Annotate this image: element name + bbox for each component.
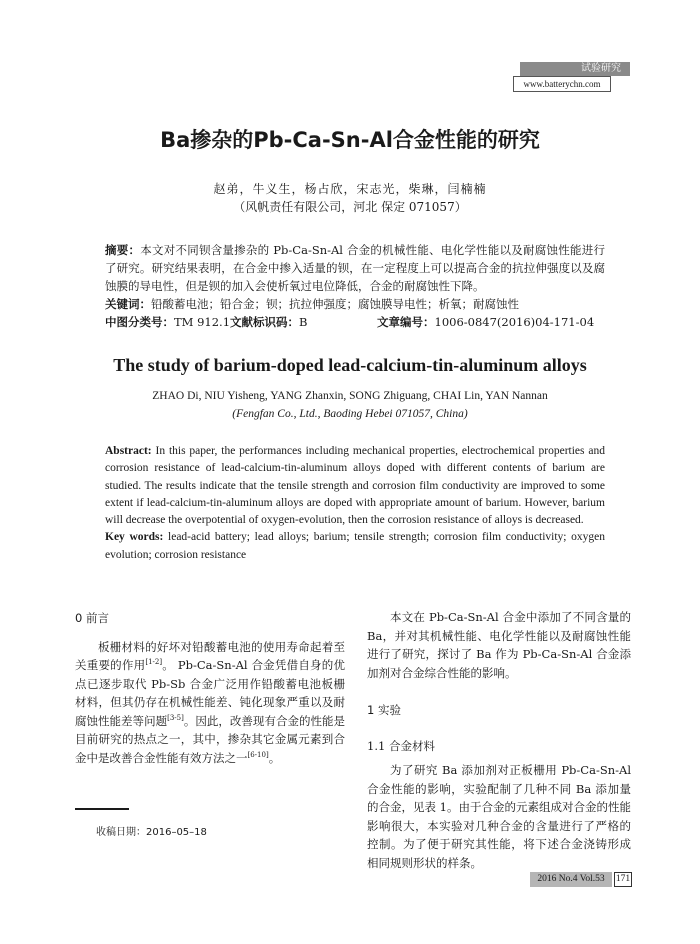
clc-label: 中图分类号： <box>105 315 174 329</box>
received-date: 收稿日期：2016–05–18 <box>96 827 207 838</box>
citation-ref: [6-10] <box>247 750 269 759</box>
citation-ref: [3-5] <box>167 713 184 722</box>
intro-text-c: 。因此，改善现有合金的性能是目前研究的热点之一，其中，掺杂其它金属元素到合金中是改善合金性能有效方法之一 <box>75 713 346 765</box>
affiliation-en: (Fengfan Co., Ltd., Baoding Hebei 071057, China) <box>232 408 468 420</box>
abstract-en-text: In this paper, the performances including mechanical properties, electrochemical properties and corrosion resistance of lead-calcium-tin-aluminum alloys doped with different contents of barium are studied. The results indicate that the tensile strength and corrosion film conductivity are improved to some extent if lead-calcium-tin-aluminum alloys are doped with appropriate amount of barium. However, barium will decrease the overpotential of oxygen-evolution, then the corrosion resistance of alloys is decreased. <box>105 445 605 527</box>
journal-url[interactable]: www.batterychn.com <box>513 76 611 92</box>
abstract-cn <box>105 241 605 331</box>
page-number: 171 <box>614 872 632 887</box>
right-column <box>367 608 631 872</box>
issue-label: 2016 No.4 Vol.53 <box>537 874 605 884</box>
affiliation-cn: （风帆责任有限公司，河北 保定 071057） <box>233 200 467 214</box>
section-heading-intro: 0 前言 <box>75 611 109 625</box>
abstract-cn-text: 本文对不同钡含量掺杂的 Pb-Ca-Sn-Al 合金的机械性能、电化学性能以及耐腐蚀性能进行了研究。研究结果表明，在合金中掺入适量的钡，在一定程度上可以提高合金的抗拉伸强度以及腐蚀膜的导电性，但是钡的加入会使析氧过电位降低，合金的耐腐蚀性下降。 <box>105 243 605 293</box>
footnote-rule <box>75 808 129 810</box>
abstract-en-label: Abstract: <box>105 445 152 457</box>
title-cn: Ba掺杂的Pb-Ca-Sn-Al合金性能的研究 <box>160 128 540 152</box>
abstract-en <box>105 443 605 564</box>
article-no-value: 1006-0847(2016)04-171-04 <box>434 315 595 329</box>
materials-paragraph: 为了研究 Ba 添加剂对正板栅用 Pb-Ca-Sn-Al 合金性能的影响，实验配制了几种不同 Ba 添加量的合金，见表 1。由于合金的元素组成对合金的性能影响很大，本实验对几种合金的含量进行了严格的控制。为了便于研究其性能，将下述合金浇铸形成相同规则形状的样条。 <box>367 763 631 870</box>
article-no-label: 文章编号： <box>377 315 435 329</box>
doc-code-value: B <box>299 315 308 329</box>
intro-text-a: 板栅材料的好坏对铅酸蓄电池的使用寿命起着至关重要的作用 <box>75 639 345 672</box>
keywords-cn-text: 铅酸蓄电池；铅合金；钡；抗拉伸强度；腐蚀膜导电性；析氧；耐腐蚀性 <box>151 297 519 311</box>
authors-cn: 赵弟，牛义生，杨占欣，宋志光，柴琳，闫楠楠 <box>213 182 487 196</box>
left-column <box>75 609 345 767</box>
meta-row <box>105 313 605 331</box>
section-label: 试验研究 <box>581 63 621 74</box>
intro-continued: 本文在 Pb-Ca-Sn-Al 合金中添加了不同含量的 Ba，并对其机械性能、电化学性能以及耐腐蚀性能进行了研究，探讨了 Ba 作为 Pb-Ca-Sn-Al 合金添加剂对合金综合性能的影响。 <box>367 610 631 680</box>
intro-text-d: 。 <box>268 750 281 765</box>
keywords-en-label: Key words: <box>105 531 164 544</box>
keywords-en-text: lead-acid battery; lead alloys; barium; tensile strength; corrosion film conductivity; oxygen evolution; corrosion resistance <box>105 531 605 561</box>
intro-text-b: 。 Pb-Ca-Sn-Al 合金凭借自身的优点已逐步取代 Pb-Sb 合金广泛用作铅酸蓄电池板栅材料，但其仍存在机械性能差、钝化现象严重以及耐腐蚀性能差等问题 <box>75 658 346 728</box>
authors-en: ZHAO Di, NIU Yisheng, YANG Zhanxin, SONG Zhiguang, CHAI Lin, YAN Nannan <box>152 390 548 402</box>
keywords-cn-label: 关键词： <box>105 297 151 311</box>
section-heading-experiment: 1 实验 <box>367 703 401 717</box>
subsection-heading-materials: 1.1 合金材料 <box>367 738 435 753</box>
citation-ref: [1-2] <box>145 658 163 667</box>
doc-code-label: 文献标识码： <box>230 315 299 329</box>
clc-value: TM 912.1 <box>174 315 231 329</box>
abstract-cn-label: 摘要： <box>105 243 141 257</box>
intro-paragraph <box>75 638 345 768</box>
title-en: The study of barium-doped lead-calcium-tin-aluminum alloys <box>113 355 587 375</box>
